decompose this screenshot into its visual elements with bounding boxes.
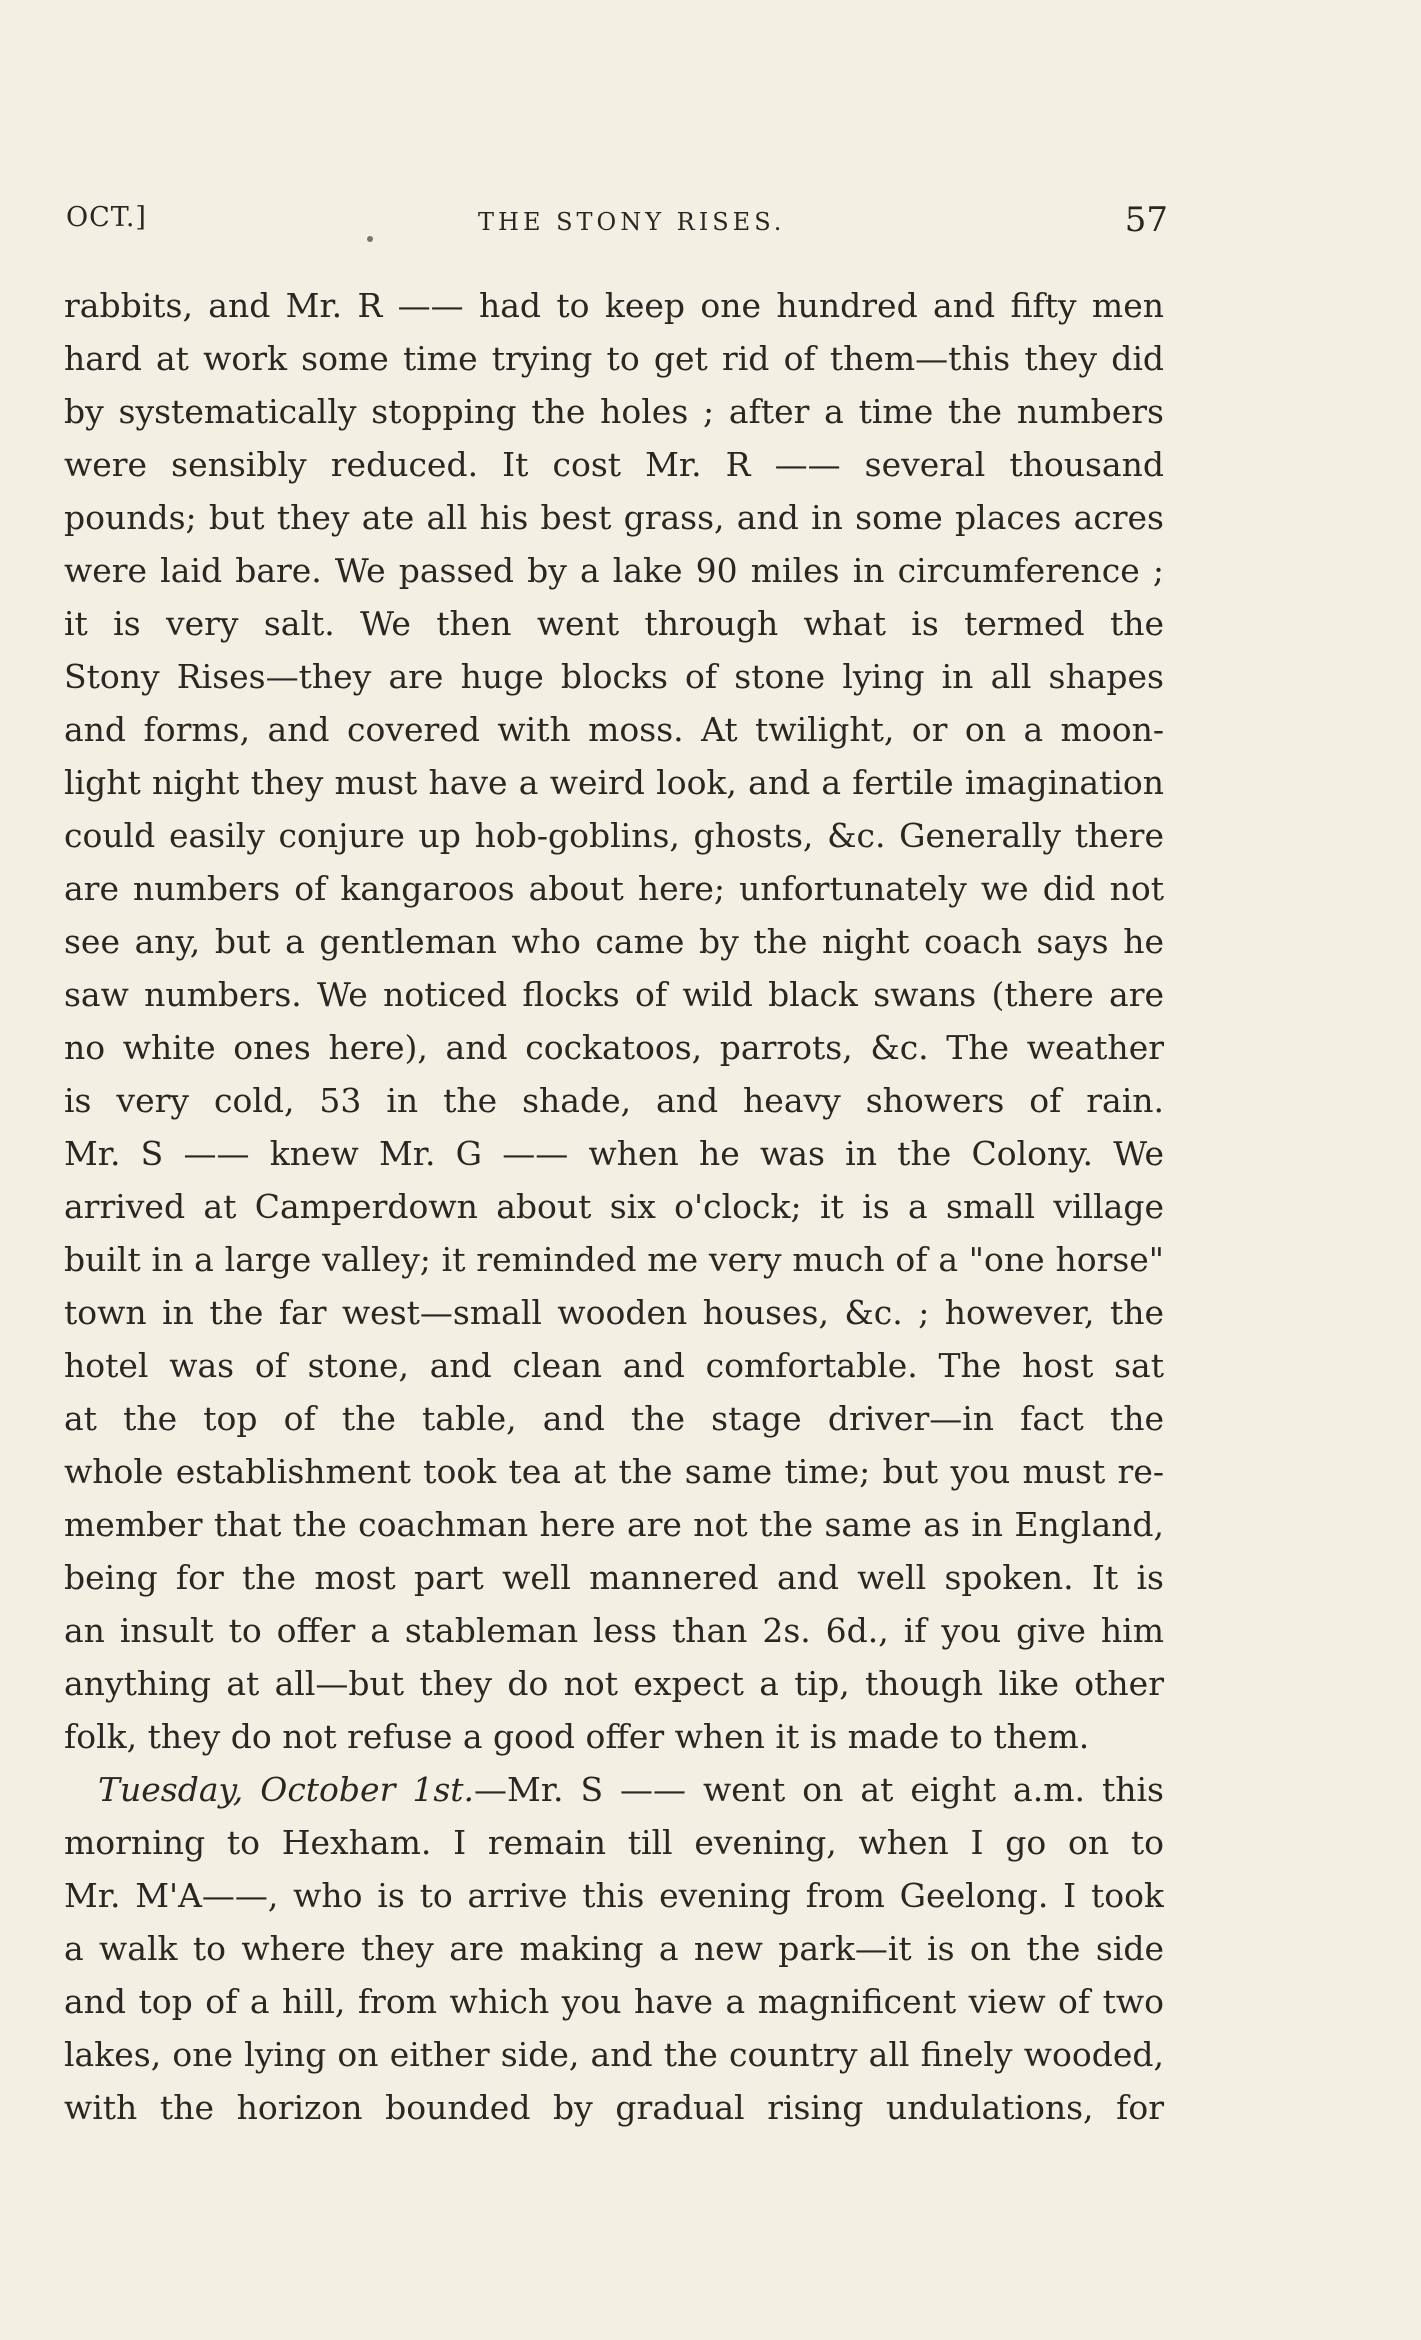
entry-date: Tuesday, October 1st. [98,1770,475,1809]
text-line: no white ones here), and cockatoos, parrots, &c. The weather [64,1028,1164,1067]
running-head-month: OCT.] [66,202,147,233]
entry-text: —Mr. S —— went on at eight a.m. this [474,1770,1164,1809]
page-number: 57 [1124,200,1168,240]
text-line: is very cold, 53 in the shade, and heavy showers of rain. [64,1081,1164,1120]
text-line: arrived at Camperdown about six o'clock; it is a small village [64,1187,1164,1226]
text-line: built in a large valley; it reminded me very much of a "one horse" [64,1240,1164,1279]
text-line: lakes, one lying on either side, and the country all finely wooded, [64,2035,1164,2074]
text-line: Stony Rises—they are huge blocks of stone lying in all shapes [64,657,1164,696]
text-line: see any, but a gentleman who came by the night coach says he [64,922,1164,961]
paragraph-last-line: folk, they do not refuse a good offer when it is made to them. [64,1717,1090,1756]
text-line: being for the most part well mannered and well spoken. It is [64,1558,1164,1597]
text-line: morning to Hexham. I remain till evening, when I go on to [64,1823,1164,1862]
text-line: member that the coachman here are not the same as in England, [64,1505,1164,1544]
dated-entry-line [64,1763,1164,1816]
text-line: hotel was of stone, and clean and comfortable. The host sat [64,1346,1164,1385]
text-line: by systematically stopping the holes ; after a time the numbers [64,392,1164,431]
text-line: were sensibly reduced. It cost Mr. R —— several thousand [64,445,1164,484]
text-line: pounds; but they ate all his best grass, and in some places acres [64,498,1164,537]
text-line: an insult to offer a stableman less than 2s. 6d., if you give him [64,1611,1164,1650]
running-head [66,196,1166,246]
text-line: could easily conjure up hob-goblins, ghosts, &c. Generally there [64,816,1164,855]
text-line: a walk to where they are making a new park—it is on the side [64,1929,1164,1968]
text-line: are numbers of kangaroos about here; unfortunately we did not [64,869,1164,908]
text-line: Mr. S —— knew Mr. G —— when he was in the Colony. We [64,1134,1164,1173]
text-line: whole establishment took tea at the same time; but you must re- [64,1452,1164,1491]
text-line: and forms, and covered with moss. At twilight, or on a moon- [64,710,1164,749]
text-line: at the top of the table, and the stage driver—in fact the [64,1399,1164,1438]
running-head-title: THE STONY RISES. [478,208,786,236]
text-line: it is very salt. We then went through what is termed the [64,604,1164,643]
text-line: anything at all—but they do not expect a tip, though like other [64,1664,1164,1703]
text-line: saw numbers. We noticed flocks of wild black swans (there are [64,975,1164,1014]
text-line: rabbits, and Mr. R —— had to keep one hundred and fifty men [64,286,1164,325]
text-line: town in the far west—small wooden houses, &c. ; however, the [64,1293,1164,1332]
text-line: hard at work some time trying to get rid of them—this they did [64,339,1164,378]
ink-speck [367,236,373,242]
text-line: light night they must have a weird look, and a fertile imagination [64,763,1164,802]
text-line: and top of a hill, from which you have a magnificent view of two [64,1982,1164,2021]
text-line: Mr. M'A——, who is to arrive this evening from Geelong. I took [64,1876,1164,1915]
text-line: with the horizon bounded by gradual rising undulations, for [64,2088,1164,2127]
body-text [64,279,1164,2127]
text-line: were laid bare. We passed by a lake 90 miles in circumference ; [64,551,1164,590]
